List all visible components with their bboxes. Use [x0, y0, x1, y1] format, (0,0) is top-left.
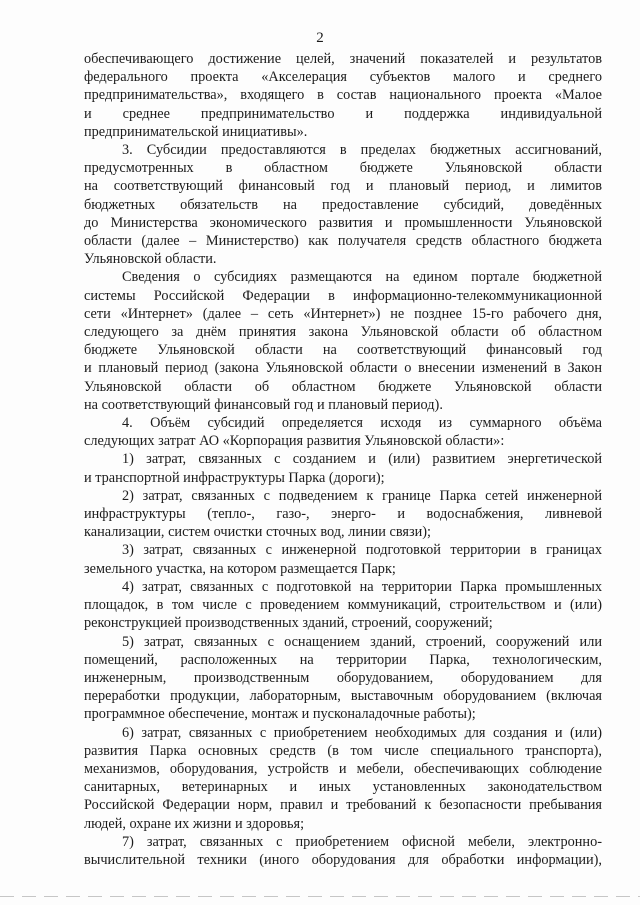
text-line: 6) затрат, связанных с приобретением необходимых для создания и (или)	[122, 724, 602, 741]
text-line: вычислительной техники (иного оборудования для обработки информации),	[84, 851, 602, 868]
text-line: области (далее – Министерство) как получателя средств областного бюджета	[84, 233, 602, 250]
paragraph	[84, 578, 602, 633]
text-line: 4) затрат, связанных с подготовкой на территории Парка промышленных	[122, 578, 602, 595]
paragraph	[84, 487, 602, 542]
text-line: земельного участка, на котором размещается Парк;	[84, 560, 396, 577]
text-line: площадок, в том числе с проведением коммуникаций, строительством и (или)	[84, 597, 602, 614]
paragraph	[84, 50, 602, 141]
text-line: предпринимательства», входящего в состав национального проекта «Малое	[84, 87, 602, 104]
text-line: Российской Федерации норм, правил и требований к безопасности пребывания	[84, 797, 602, 814]
text-line: бюджетных обязательств на предоставление субсидий, доведённых	[84, 196, 602, 213]
scan-artifact-line	[0, 896, 640, 897]
paragraph	[84, 414, 602, 450]
text-line: системы Российской Федерации в информационно-телекоммуникационной	[84, 287, 602, 304]
text-line: Сведения о субсидиях размещаются на едином портале бюджетной	[122, 269, 602, 286]
paragraph	[84, 541, 602, 577]
text-line: 7) затрат, связанных с приобретением офисной мебели, электронно-	[122, 833, 602, 850]
text-line: до Министерства экономического развития и промышленности Ульяновской	[84, 214, 602, 231]
text-line: программное обеспечение, монтаж и пусконаладочные работы);	[84, 706, 476, 723]
text-line: инфраструктуры (тепло-, газо-, энерго- и водоснабжения, ливневой	[84, 506, 602, 523]
text-line: санитарных, ветеринарных и иных установленных законодательством	[84, 779, 602, 796]
text-line: и среднее предпринимательство и поддержка индивидуальной	[84, 105, 602, 122]
text-line: механизмов, оборудования, устройств и мебели, обеспечивающих соблюдение	[84, 760, 602, 777]
text-line: реконструкцией производственных зданий, строений, сооружений;	[84, 615, 493, 632]
text-line: и плановый период (закона Ульяновской области о внесении изменений в Закон	[84, 360, 602, 377]
text-line: 3) затрат, связанных с инженерной подготовкой территории в границах	[122, 542, 602, 559]
text-line: людей, охране их жизни и здоровья;	[84, 815, 305, 832]
page-number: 2	[316, 30, 324, 46]
text-line: инженерным, производственным оборудованием, оборудованием для	[84, 669, 602, 686]
text-line: Ульяновской области об областном бюджете Ульяновской области	[84, 378, 602, 395]
text-line: 1) затрат, связанных с созданием и (или) развитием энергетической	[122, 451, 602, 468]
text-line: следующего за днём принятия закона Ульяновской области об областном	[84, 324, 602, 341]
text-line: следующих затрат АО «Корпорация развития Ульяновской области»:	[84, 433, 505, 450]
text-line: развития Парка основных средств (в том числе специального транспорта),	[84, 742, 602, 759]
text-line: Ульяновской области.	[84, 251, 217, 268]
text-line: переработки продукции, лабораторным, выставочным оборудованием (включая	[84, 688, 602, 705]
text-line: на соответствующий финансовый год и плановый период, и лимитов	[84, 178, 602, 195]
text-line: предусмотренных в областном бюджете Ульяновской области	[84, 160, 602, 177]
text-line: федерального проекта «Акселерация субъектов малого и среднего	[84, 69, 602, 86]
text-line: бюджете Ульяновской области на соответствующий финансовый год	[84, 342, 602, 359]
text-line: 4. Объём субсидий определяется исходя из суммарного объёма	[122, 415, 602, 432]
paragraph	[84, 833, 602, 869]
paragraph	[84, 633, 602, 724]
paragraph	[84, 724, 602, 833]
text-line: обеспечивающего достижение целей, значений показателей и результатов	[84, 51, 602, 67]
text-line: предпринимательской инициативы».	[84, 123, 308, 140]
text-line: канализации, систем очистки сточных вод, линии связи);	[84, 524, 432, 541]
paragraph	[84, 450, 602, 486]
paragraph	[84, 268, 602, 414]
text-line: 5) затрат, связанных с оснащением зданий, строений, сооружений или	[122, 633, 602, 650]
document-body	[84, 50, 602, 869]
text-line: на соответствующий финансовый год и плановый период).	[84, 396, 443, 413]
text-line: 3. Субсидии предоставляются в пределах бюджетных ассигнований,	[122, 142, 602, 159]
text-line: помещений, расположенных на территории Парка, технологическим,	[84, 651, 602, 668]
text-line: и транспортной инфраструктуры Парка (дороги);	[84, 469, 385, 486]
text-line: 2) затрат, связанных с подведением к границе Парка сетей инженерной	[122, 487, 602, 504]
text-line: сети «Интернет» (далее – сеть «Интернет») не позднее 15-го рабочего дня,	[84, 305, 602, 322]
paragraph	[84, 141, 602, 268]
